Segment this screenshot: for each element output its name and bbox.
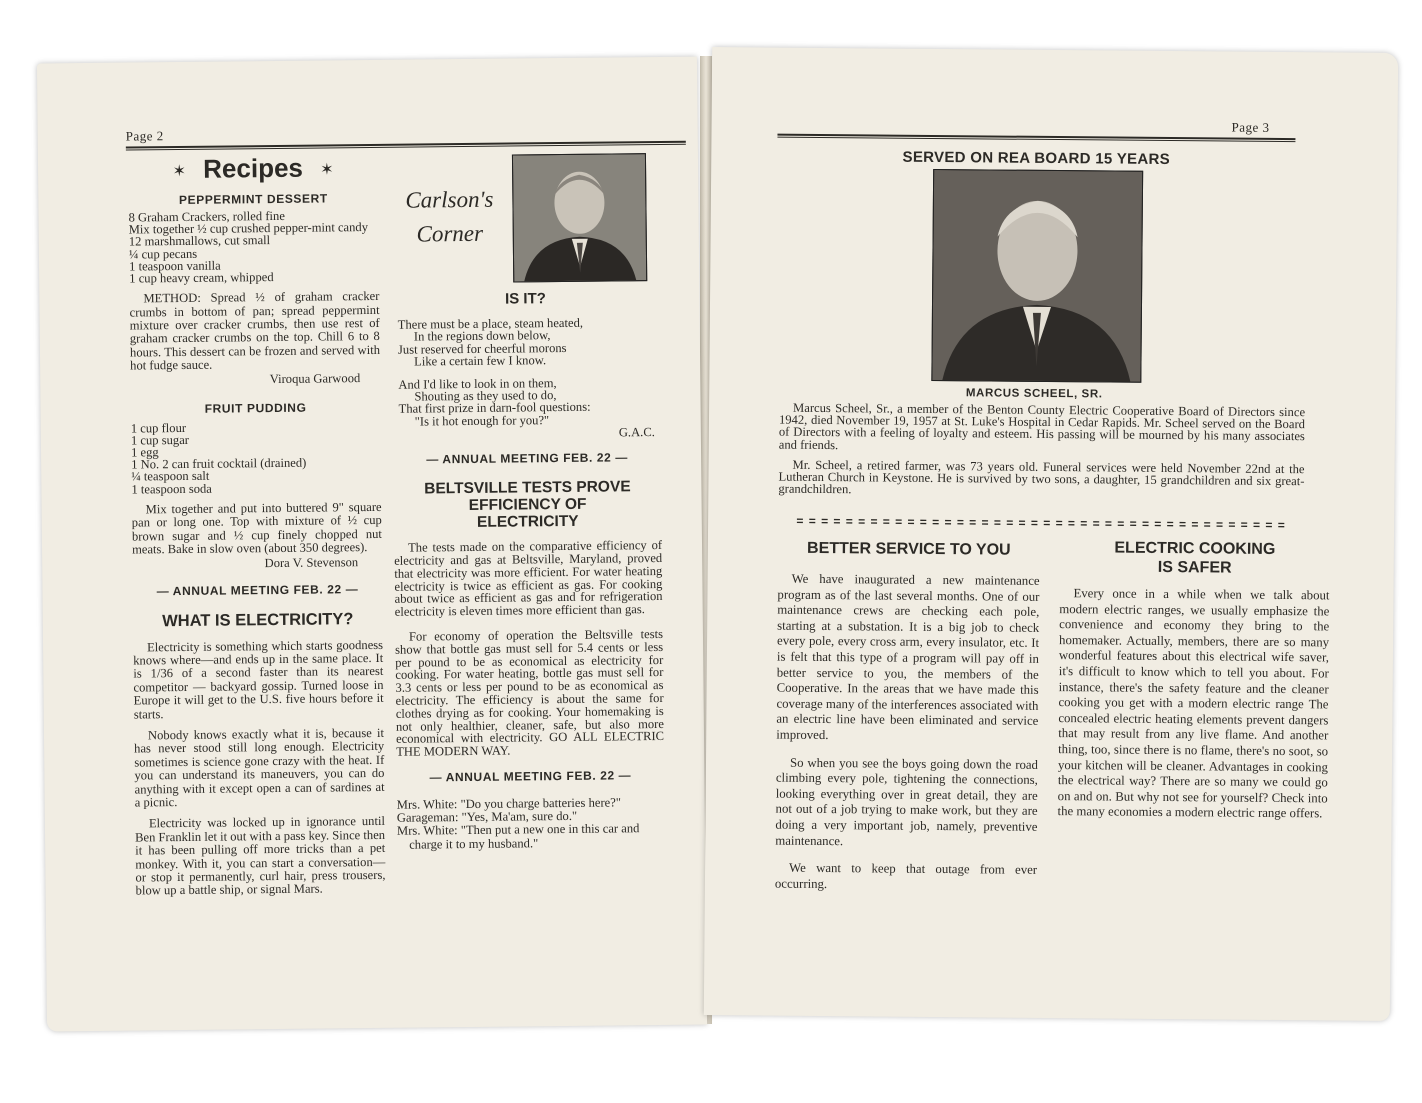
header-rule-right xyxy=(777,134,1295,143)
cooking-column xyxy=(1057,538,1330,830)
recipes-heading xyxy=(128,152,378,186)
carlson-corner-title xyxy=(390,183,509,252)
star-icon: ✶ xyxy=(320,161,334,179)
poem-stanza-2 xyxy=(392,376,661,428)
ingredient-line: ¼ teaspoon salt xyxy=(131,469,210,484)
rea-article xyxy=(778,402,1305,508)
service-column xyxy=(775,540,1040,903)
portrait-image xyxy=(513,154,646,281)
portrait-image xyxy=(932,170,1142,382)
annual-meeting-separator: — ANNUAL MEETING FEB. 22 — xyxy=(429,768,632,785)
peppermint-author: Viroqua Garwood xyxy=(269,370,361,386)
right-page xyxy=(704,47,1398,1021)
article-paragraph: Electricity was locked up in ignorance until Ben Franklin let it out with a pass key. Since then it has been pulling off more tricks than a pet monkey. With it, you can start a conversation—or stop it permanently, curl hair, press trousers, blow up a battle ship, or signal Mars. xyxy=(134,814,386,898)
poem-line: And I'd like to look in on them, xyxy=(398,375,557,392)
joke-speaker: Mrs. White: xyxy=(396,797,458,812)
article-paragraph: Electricity is something which starts goodness knows where—and ends up in the same place. It is 1/36 of a second faster than its nearest competitor — backyard gossip. Turned loose in Europe it will get to the U.S. five hours before it starts. xyxy=(133,637,384,722)
ingredient-line: Mix together ½ cup crushed pepper-mint candy xyxy=(128,220,369,237)
ingredient-line: 1 teaspoon soda xyxy=(131,481,212,497)
carlson-title-line: Carlson's xyxy=(405,186,494,213)
electricity-article xyxy=(133,638,386,898)
carlson-header xyxy=(390,153,659,286)
battery-joke xyxy=(397,796,666,852)
annual-meeting-separator: — ANNUAL MEETING FEB. 22 — xyxy=(156,581,359,598)
fruit-author: Dora V. Stevenson xyxy=(264,554,359,570)
left-page xyxy=(37,57,707,1032)
article-paragraph: Nobody knows exactly what it is, because it has never stood still long enough. Electricity sometimes is science gone crazy with the heat. If you can understand its maneuvers, you can do anything with it except open a can of sardines at a picnic. xyxy=(134,725,385,810)
joke-text: "Yes, Ma'am, sure do." xyxy=(461,809,578,825)
ingredient-line: 1 No. 2 can fruit cocktail (drained) xyxy=(131,455,307,472)
fruit-method-block xyxy=(132,501,383,557)
ingredient-line: 1 cup flour xyxy=(130,420,187,436)
joke-speaker: Mrs. White: xyxy=(396,823,458,839)
article-paragraph: For economy of operation the Beltsville tests show that bottle gas must sell for 5.4 cents or less per pound to be as economical as electricity for cooking. For water heating, bottle gas must sell for 3.3 cents or less per pound to be as economical as electricity. The efficiency is about the same for clothes drying as for cooking. Your homemaking is not only healthier, cleaner, safe, but also more economical with electricity. GO ALL ELECTRIC THE MODERN WAY. xyxy=(395,626,665,759)
page-number-right: Page 3 xyxy=(1231,119,1270,135)
carlson-portrait-photo xyxy=(512,153,647,282)
scheel-caption: MARCUS SCHEEL, SR. xyxy=(965,387,1103,401)
peppermint-ingredients xyxy=(129,209,380,285)
section-divider: = = = = = = = = = = = = = = = = = = = = = = = = = = = = = = = = = = = = = = = = xyxy=(796,513,1286,533)
ingredient-line: 12 marshmallows, cut small xyxy=(128,233,271,249)
cooking-title-line: ELECTRIC COOKING xyxy=(1114,539,1276,558)
star-icon: ✶ xyxy=(172,163,187,181)
header-rule-left xyxy=(126,141,686,151)
poem-title: IS IT? xyxy=(504,290,546,308)
poem-line: Like a certain few I know. xyxy=(414,353,547,369)
cooking-title-line: IS SAFER xyxy=(1157,558,1232,577)
joke-line xyxy=(397,822,665,851)
joke-text: "Do you charge batteries here?" xyxy=(460,795,621,812)
poem-line: Just reserved for cheerful morons xyxy=(397,340,567,357)
poem-signature: G.A.C. xyxy=(618,425,655,440)
recipes-column xyxy=(128,152,386,906)
peppermint-method: METHOD: Spread ½ of graham cracker crumbs in bottom of pan; spread peppermint mixture over cracker crumbs, then use rest of graham cracker crumbs on the top. Chill 6 to 8 hours. This dessert can be frozen and served with hot fudge sauce. xyxy=(129,289,381,373)
poem-line: In the regions down below, xyxy=(413,328,551,344)
electricity-title: WHAT IS ELECTRICITY? xyxy=(162,609,354,630)
cooking-article xyxy=(1058,586,1330,822)
article-paragraph: Marcus Scheel, Sr., a member of the Benton County Electric Cooperative Board of Directors since 1942, died November 19, 1957 at St. Luke's Hospital in Cedar Rapids. Mr. Scheel served on the Board of Directors with a feeling of loyalty and esteem. His passing will be mourned by his many associates and friends. xyxy=(778,400,1306,452)
article-paragraph: The tests made on the comparative efficiency of electricity and gas at Beltsville, Maryland, proved that electricity was more efficient. For water heating electricity is twice as efficient as gas. For cooking about twice as efficient as gas and for refrigeration electricity is eleven times more efficient than gas. xyxy=(394,538,663,619)
service-article xyxy=(775,572,1040,895)
fruit-pudding-title: FRUIT PUDDING xyxy=(204,400,307,416)
poem-line: There must be a place, steam heated, xyxy=(397,315,584,332)
article-paragraph: Every once in a while when we talk about modern electric ranges, we usually emphasize the convenience and economy they bring to the homemaker. Actually, members, there are so many wonderful features about this electrical wife saver, it's difficult to know which to tell you about. For instance, there's the safety feature and the cleaner cooking you get with a modern electric range The concealed electric heating elements prevent dangers that may result from any live flame. And another thing, too, since there is no flame, there's no soot, so your kitchen will be cleaner. Advantages in cooking the electrical way? There are so many we could go on and on. But why not see for yourself? Check into the many economies a modern electric range offers. xyxy=(1057,586,1330,821)
rea-headline: SERVED ON REA BOARD 15 YEARS xyxy=(902,148,1171,169)
recipes-title: Recipes xyxy=(203,152,304,184)
ingredient-line: 1 cup sugar xyxy=(130,432,190,448)
annual-meeting-separator: — ANNUAL MEETING FEB. 22 — xyxy=(426,450,628,467)
article-paragraph: Mr. Scheel, a retired farmer, was 73 years old. Funeral services were held November 22nd at the Lutheran Church in Keystone. He is survived by two sons, a daughter, 15 grandchildren and six great-grandchildren. xyxy=(778,457,1305,497)
poem-line: That first prize in darn-fool questions: xyxy=(398,400,591,417)
article-paragraph: So when you see the boys going down the road climbing every pole, tightening the connections, looking everything over in great detail, they are not out of a job trying to make work, but they are doing a very important job, namely, preventive maintenance. xyxy=(775,755,1039,848)
ingredient-line: ¼ cup pecans xyxy=(128,246,198,262)
article-paragraph: We have inaugurated a new maintenance program as of the last several months. One of our maintenance crews are checking each pole, starting at a substation. It is a big job to check every pole, every cross arm, every insulator, etc. It is felt that this type of a program will pay off in better service to you, the members of the Cooperative. In the areas that we have made this coverage many of the interferences associated with an electric line have been eliminated and service improved. xyxy=(776,571,1040,743)
carlson-title-line: Corner xyxy=(416,220,484,247)
beltsville-title-line: EFFICIENCY OF xyxy=(468,496,587,515)
ingredient-line: 1 cup heavy cream, whipped xyxy=(129,270,274,286)
ingredient-line: 1 teaspoon vanilla xyxy=(129,258,221,274)
scheel-portrait-photo xyxy=(931,169,1143,383)
joke-text: "Then put a new one in this car and charge it to my husband." xyxy=(409,821,640,852)
peppermint-method-block xyxy=(129,290,380,373)
article-paragraph: We want to keep that outage from ever occurring. xyxy=(774,860,1038,891)
service-title: BETTER SERVICE TO YOU xyxy=(806,539,1011,559)
ingredient-line: 1 egg xyxy=(130,445,159,460)
poem-line: "Is it hot enough for you?" xyxy=(414,412,550,429)
peppermint-title: PEPPERMINT DESSERT xyxy=(178,191,328,208)
beltsville-title-line: BELTSVILLE TESTS PROVE xyxy=(424,478,631,498)
fruit-ingredients xyxy=(131,420,382,496)
beltsville-article xyxy=(394,539,664,759)
poem-stanza-1 xyxy=(392,316,661,368)
page-number-left: Page 2 xyxy=(125,128,164,144)
carlson-column xyxy=(390,153,665,852)
poem-line: Shouting as they used to do, xyxy=(414,388,557,404)
joke-speaker: Garageman: xyxy=(396,810,459,825)
beltsville-title-line: ELECTRICITY xyxy=(476,513,579,532)
fruit-method: Mix together and put into buttered 9" square pan or long one. Top with mixture of ½ cup brown sugar and ½ cup finely chopped nut meats. Bake in slow oven (about 350 degrees). xyxy=(131,499,382,557)
beltsville-title xyxy=(393,478,662,532)
ingredient-line: 8 Graham Crackers, rolled fine xyxy=(128,208,285,225)
cooking-title xyxy=(1060,538,1330,578)
